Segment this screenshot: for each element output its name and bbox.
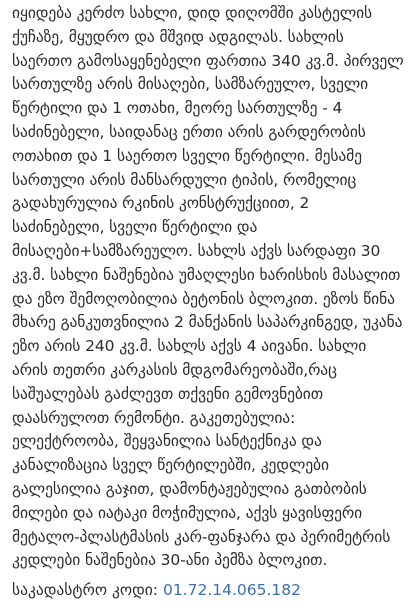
cadastral-code-row (12, 578, 301, 602)
cadastral-code-label: საკადასტრო კოდი: (12, 581, 159, 599)
cadastral-code-link[interactable]: 01.72.14.065.182 (162, 581, 301, 599)
listing-description-container (12, 2, 404, 573)
listing-description: იყიდება კერძო სახლი, დიდ დიღომში კასტელის ქუჩაზე, მყუდრო და მშვიდ ადგილას. სახლის საერთო გამოსაყენებელი ფართია 340 კვ.მ. პირველ სართულზე არის მისაღები, სამზარეულო, სველი წერტილი და 1 ოთახი, მეორე სართულზე - 4 საძინებელი, საიდანაც ერთი არის გარდერობის ოთახით და 1 საერთო სველი წერტილი. მესამე სართული არის მანსარდული ტიპის, რომელიც გადახურულია რკინის კონსტრუქციით, 2 საძინებელი, სველი წერტილი და მისაღები+სამზარეულო. სახლს აქვს სარდაფი 30 კვ.მ. სახლი ნაშენებია უმაღლესი ხარისხის მასალით და ეზო შემოღობილია ბეტონის ბლოკით. ეზოს წინა მხარე განკუთვნილია 2 მანქანის საპარკინგედ, უკანა ეზო არის 240 კვ.მ. სახლს აქვს 4 აივანი. სახლი არის თეთრი კარკასის მდგომარეობაში,რაც საშუალებას გაძლევთ თქვენი გემოვნებით დაასრულოთ რემონტი. გაკეთებულია: ელექტროობა, შეყვანილია სანტექნიკა და კანალიზაცია სველ წერტილებში, კედლები გალესილია გაჯით, დამონტაჟებულია გათბობის მილები და იატაკი მოჭიმულია, აქვს ყავისფერი მეტალო-პლასტმასის კარ-ფანჯარა და პერიმეტრის კედლები ნაშენებია 30-ანი პემზა ბლოკით. (12, 4, 404, 570)
